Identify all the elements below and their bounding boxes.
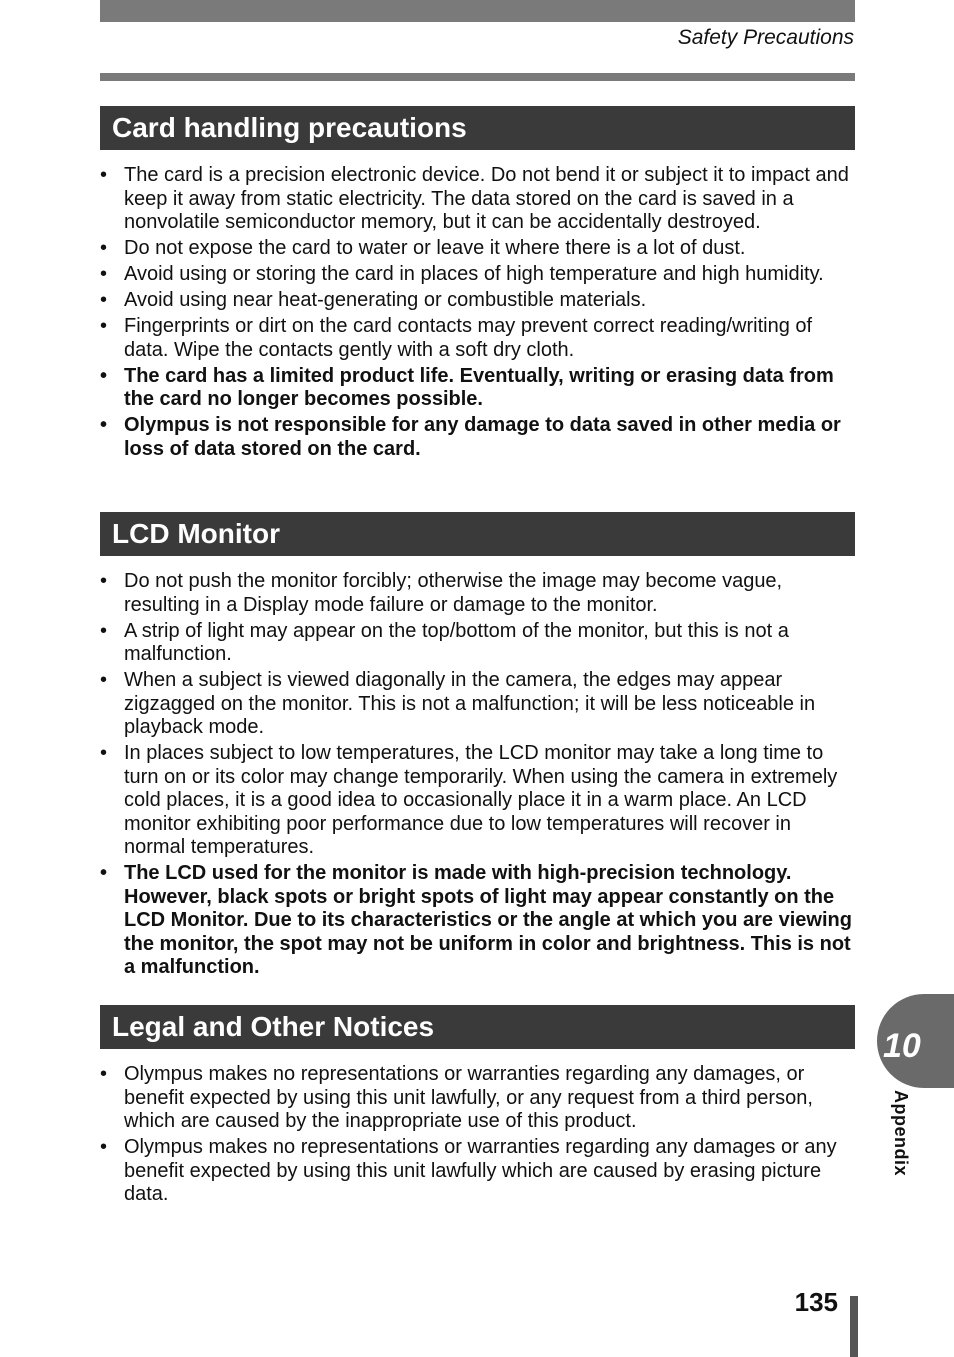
list-item: • In places subject to low temperatures, the LCD monitor may take a long time to turn on or its color may change temporarily. When using the camera in extremely cold places, it is a good idea to occasionally place it in a warm place. An LCD monitor exhibiting poor performance due to low temperatures will recover in normal temperatures. [100, 742, 855, 860]
running-title: Safety Precautions [677, 26, 854, 49]
list-item: • Fingerprints or dirt on the card contacts may prevent correct reading/writing of data. Wipe the contacts gently with a soft dry cloth. [100, 315, 855, 362]
header-bar [100, 0, 855, 22]
list-item: • Olympus makes no representations or warranties regarding any damages or any benefit expected by using this unit lawfully which are caused by erasing picture data. [100, 1136, 855, 1207]
lcd-monitor-list [100, 570, 855, 982]
section-title-legal-notices: Legal and Other Notices [100, 1005, 855, 1049]
list-item: • Olympus makes no representations or warranties regarding any damages, or benefit expected by using this unit lawfully, or any request from a third person, which are caused by the inappropriate use of this product. [100, 1063, 855, 1134]
card-handling-list [100, 164, 855, 464]
chapter-label: Appendix [891, 1090, 911, 1177]
list-item: • Do not push the monitor forcibly; otherwise the image may become vague, resulting in a Display mode failure or damage to the monitor. [100, 570, 855, 617]
section-title-lcd-monitor: LCD Monitor [100, 512, 855, 556]
list-item: • The card is a precision electronic device. Do not bend it or subject it to impact and keep it away from static electricity. The data stored on the card is saved in a nonvolatile semiconductor memory, but it can be accidentally destroyed. [100, 164, 855, 235]
footer-side-bar [850, 1296, 858, 1357]
list-item: • A strip of light may appear on the top/bottom of the monitor, but this is not a malfunction. [100, 620, 855, 667]
list-item: • Avoid using near heat-generating or combustible materials. [100, 289, 855, 313]
list-item: • The card has a limited product life. Eventually, writing or erasing data from the card no longer becomes possible. [100, 365, 855, 412]
header-rule [100, 73, 855, 81]
chapter-number: 10 [883, 1027, 921, 1065]
list-item: • When a subject is viewed diagonally in the camera, the edges may appear zigzagged on the monitor. This is not a malfunction; it will be less noticeable in playback mode. [100, 669, 855, 740]
list-item: • The LCD used for the monitor is made with high-precision technology. However, black spots or bright spots of light may appear constantly on the LCD Monitor. Due to its characteristics or the angle at which you are viewing the monitor, the spot may not be uniform in color and brightness. This is not a malfunction. [100, 862, 855, 980]
list-item: • Do not expose the card to water or leave it where there is a lot of dust. [100, 237, 855, 261]
list-item: • Avoid using or storing the card in places of high temperature and high humidity. [100, 263, 855, 287]
list-item: • Olympus is not responsible for any damage to data saved in other media or loss of data stored on the card. [100, 414, 855, 461]
section-title-card-handling: Card handling precautions [100, 106, 855, 150]
page-number: 135 [794, 1287, 838, 1317]
legal-notices-list [100, 1063, 855, 1209]
